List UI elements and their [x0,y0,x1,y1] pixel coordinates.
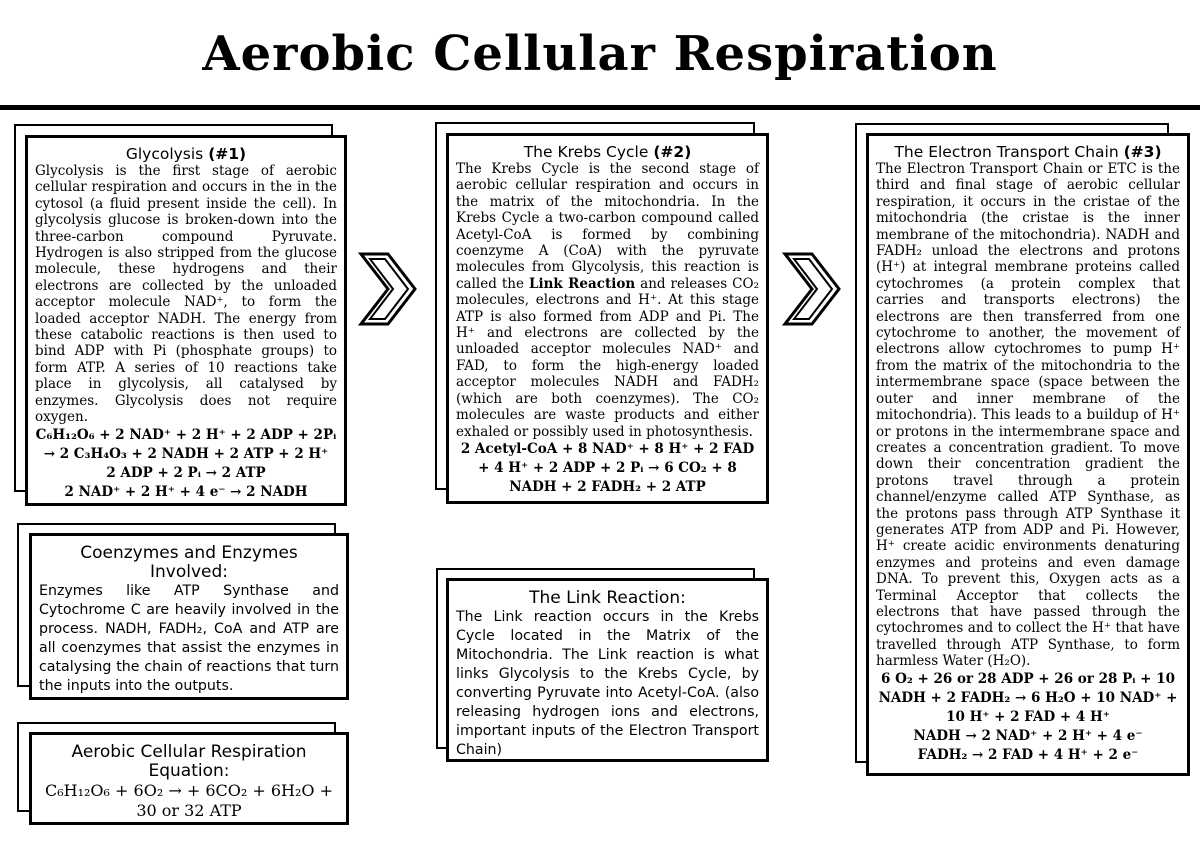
chevron-right-icon [782,252,842,326]
krebs-card [446,133,769,504]
etc-title-text: The Electron Transport Chain [894,143,1119,161]
etc-card [866,133,1190,776]
link-body: The Link reaction occurs in the Krebs Cycle located in the Matrix of the Mitochondria. The Link reaction is what links Glycolysis to the Krebs Cycle, by converting Pyruvate into Acetyl-CoA. (also releasing hydrogen ions and electrons, important inputs of the Electron Transport Chain) [456,609,759,758]
coenzymes-body: Enzymes like ATP Synthase and Cytochrome C are heavily involved in the process. NADH, FADH₂, CoA and ATP are all coenzymes that assist the enzymes in catalysing the chain of reactions that turn the inputs into the outputs. [39,583,339,694]
etc-title [876,144,1180,161]
glycolysis-body: Glycolysis is the first stage of aerobic cellular respiration and occurs in the in the cytosol (a fluid present inside the cell). In glycolysis glucose is broken-down into the three-carbon compound Pyruvate. Hydrogen is also stripped from the glucose molecule, these hydrogens and their electrons are collected by the unloaded acceptor molecule NAD⁺, to form the loaded acceptor NADH. The energy from these catabolic reactions is then used to bind ADP with Pi (phosphate groups) to form ATP. A series of 10 reactions take place in glycolysis, all catalysed by enzymes. Glycolysis does not require oxygen. [35,163,337,426]
etc-equation-3: FADH₂ → 2 FAD + 4 H⁺ + 2 e⁻ [917,746,1139,763]
glycolysis-card [25,135,347,506]
equation-title: Aerobic Cellular Respiration Equation: [71,742,307,781]
krebs-title-text: The Krebs Cycle [523,143,649,161]
equation-card [29,732,349,825]
krebs-equation: 2 Acetyl-CoA + 8 NAD⁺ + 8 H⁺ + 2 FAD + 4 H⁺ + 2 ADP + 2 Pᵢ → 6 CO₂ + 8 NADH + 2 FADH₂ + 2 ATP [460,440,755,495]
coenzymes-card [29,533,349,700]
glycolysis-equation-1: C₆H₁₂O₆ + 2 NAD⁺ + 2 H⁺ + 2 ADP + 2Pᵢ → 2 C₃H₄O₃ + 2 NADH + 2 ATP + 2 H⁺ [35,426,337,462]
coenzymes-title: Coenzymes and Enzymes Involved: [80,543,298,582]
link-card [446,578,769,762]
etc-number: (#3) [1123,143,1162,161]
krebs-body-part-a: The Krebs Cycle is the second stage of aerobic cellular respiration and occurs in the matrix of the mitochondria. In the Krebs Cycle a two-carbon compound called Acetyl-CoA is formed by combining coenzyme A (CoA) with the pyruvate molecules from Glycolysis, this reaction is called the [456,161,759,292]
glycolysis-equation-3: 2 NAD⁺ + 2 H⁺ + 4 e⁻ → 2 NADH [64,483,308,500]
etc-body: The Electron Transport Chain or ETC is the third and final stage of aerobic cellular respiration, it occurs in the cristae of the mitochondria (the cristae is the inner membrane of the mitochondria). NADH and FADH₂ unload the electrons and protons (H⁺) at integral membrane proteins called cytochromes (a protein complex that carries and transports electrons) the electrons are then transferred from one cytochrome to another, the movement of electrons allow cytochromes to pump H⁺ from the matrix of the mitochondria to the intermembrane space (space between the outer and inner membrane of the mitochondria). This leads to a buildup of H⁺ or protons in the intermembrane space and creates a concentration gradient. To move down their concentration gradient the protons travel through a protein channel/enzyme called ATP Synthase, as the protons pass through ATP Synthase it generates ATP from ADP and Pi. However, H⁺ create acidic environments denaturing enzymes and proteins and even damage DNA. To prevent this, Oxygen acts as a Terminal Acceptor that collects the electrons that have passed through the cytochromes and to collect the H⁺ that have travelled through ATP Synthase, to form harmless Water (H₂O). [876,161,1180,670]
krebs-body-part-b: and releases CO₂ molecules, electrons and H⁺. At this stage ATP is also formed from ADP and Pi. The H⁺ and electrons are collected by the unloaded acceptor molecules NAD⁺ and FAD, to form the high-energy loaded acceptor molecules NADH and FADH₂ (which are both coenzymes). The CO₂ molecules are waste products and either exhaled or possibly used in photosynthesis. [456,275,759,440]
chevron-right-icon [358,252,418,326]
glycolysis-title [35,146,337,163]
etc-equation-1: 6 O₂ + 26 or 28 ADP + 26 or 28 Pᵢ + 10 NADH + 2 FADH₂ → 6 H₂O + 10 NAD⁺ + 10 H⁺ + 2 FAD + 4 H⁺ [878,670,1178,725]
glycolysis-number: (#1) [208,145,247,163]
krebs-body-link-reaction: Link Reaction [528,275,636,292]
equation-formula: C₆H₁₂O₆ + 6O₂ → + 6CO₂ + 6H₂O + 30 or 32 ATP [44,781,333,820]
etc-equation-2: NADH → 2 NAD⁺ + 2 H⁺ + 4 e⁻ [913,727,1143,744]
glycolysis-title-text: Glycolysis [125,145,204,163]
link-title: The Link Reaction: [529,588,686,608]
krebs-number: (#2) [653,143,692,161]
title-divider [0,105,1200,110]
page-title: Aerobic Cellular Respiration [202,26,998,82]
krebs-body [456,161,759,440]
krebs-title [456,144,759,161]
glycolysis-equation-2: 2 ADP + 2 Pᵢ → 2 ATP [106,464,266,481]
